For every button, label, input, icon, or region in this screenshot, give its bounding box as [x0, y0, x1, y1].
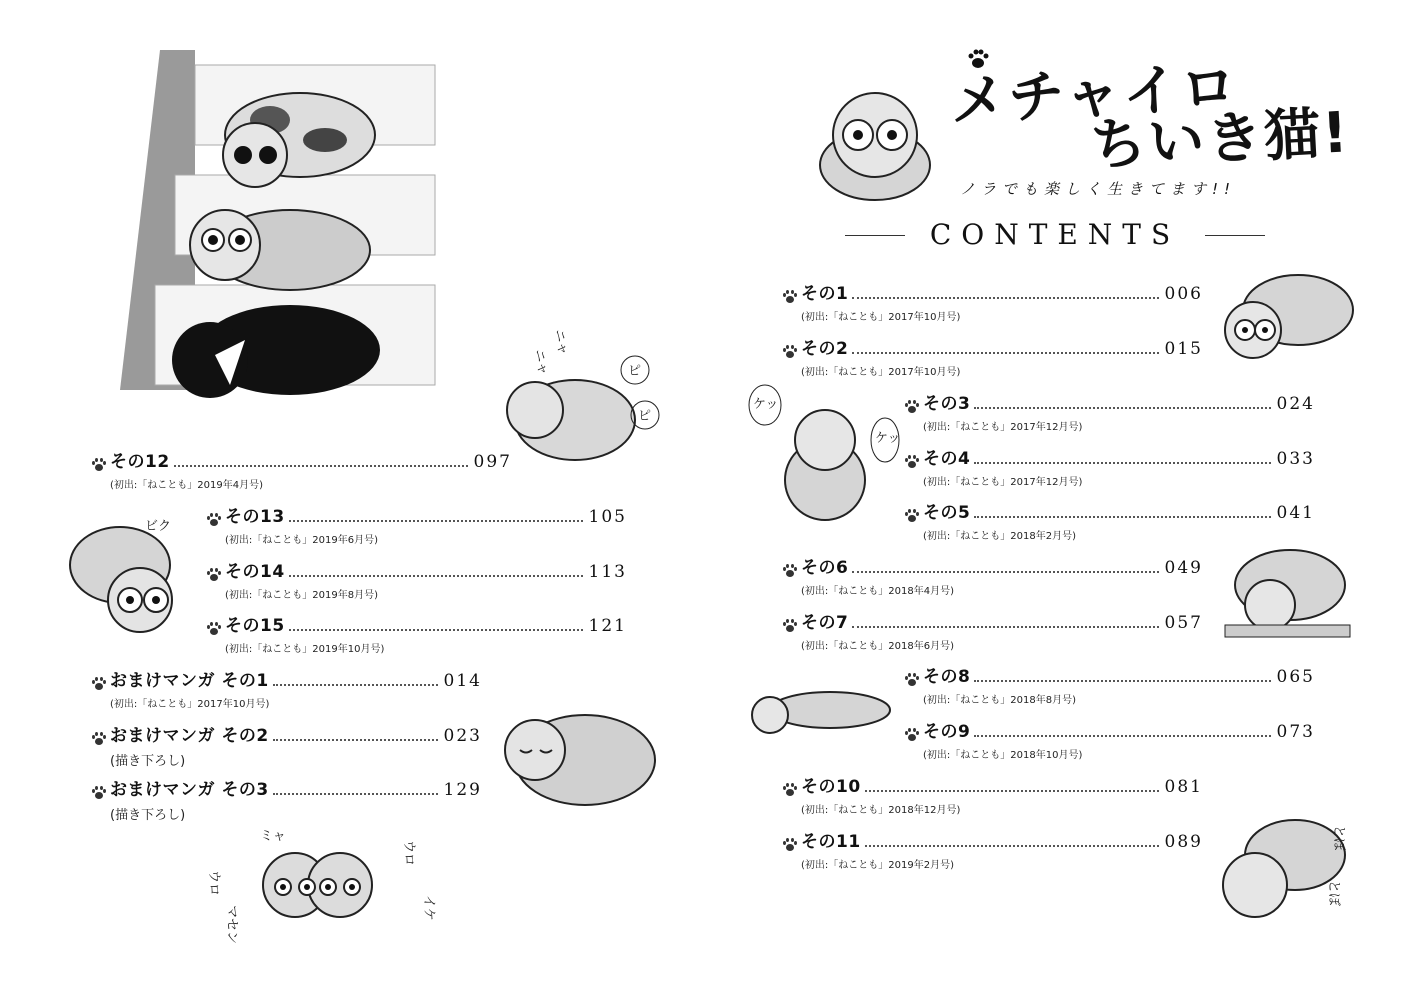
- title-line-1: メチャイロ: [948, 54, 1241, 135]
- subtitle: ノラでも楽しく生きてます!!: [960, 180, 1237, 198]
- toc-entry: [905, 392, 1315, 432]
- toc-entry-note: (初出:「ねことも」2018年6月号): [801, 641, 954, 652]
- toc-entry-page: 041: [1276, 503, 1315, 523]
- sfx-pi-1: ピ: [628, 364, 642, 379]
- coughing-cat-illustration: [745, 380, 901, 530]
- toc-entry-label: その5: [923, 503, 971, 523]
- toc-entry-page: 089: [1164, 832, 1203, 852]
- walking-cat-illustration: [1200, 785, 1370, 945]
- sfx-ke-1: ケッ: [753, 397, 779, 412]
- paw-icon: [207, 513, 221, 527]
- toc-entry: [905, 665, 1315, 705]
- sfx-tobo-2: とぼ: [1326, 880, 1341, 907]
- toc-entry-page: 015: [1164, 339, 1203, 359]
- toc-entry-note: (初出:「ねことも」2017年10月号): [110, 699, 270, 710]
- toc-entry-note: (初出:「ねことも」2018年12月号): [801, 805, 961, 816]
- toc-entry-label: その15: [225, 616, 285, 636]
- toc-entry: [905, 447, 1315, 487]
- toc-entry-page: 081: [1164, 777, 1203, 797]
- dot-leader: [974, 462, 1270, 464]
- dot-leader: [273, 793, 438, 795]
- toc-entry-label: その1: [801, 284, 849, 304]
- paw-icon: [783, 783, 797, 797]
- toc-entry: [783, 282, 1203, 322]
- paw-icon: [92, 732, 106, 746]
- paw-icon: [905, 455, 919, 469]
- toc-entry-page: 014: [443, 671, 482, 691]
- toc-entry: [783, 611, 1203, 651]
- toc-entry: [207, 505, 627, 545]
- dot-leader: [974, 516, 1270, 518]
- toc-entry: [92, 724, 482, 769]
- paw-icon: [92, 677, 106, 691]
- sfx-uro-right: ウロ: [401, 840, 416, 867]
- dot-leader: [289, 520, 583, 522]
- dot-leader: [974, 407, 1270, 409]
- toc-entry: [783, 556, 1203, 596]
- dot-leader: [273, 739, 438, 741]
- sleeping-cat-illustration: [495, 690, 665, 820]
- toc-entry: [783, 830, 1203, 870]
- toc-entry-label: おまけマンガ その2: [110, 726, 269, 746]
- toc-entry-page: 024: [1276, 394, 1315, 414]
- toc-entry-page: 023: [443, 726, 482, 746]
- dot-leader: [865, 790, 1159, 792]
- paw-icon: [92, 786, 106, 800]
- dot-leader: [852, 626, 1158, 628]
- toc-entry-note: (描き下ろし): [110, 754, 186, 769]
- paw-icon: [92, 458, 106, 472]
- toc-entry-page: 065: [1276, 667, 1315, 687]
- toc-entry-page: 006: [1164, 284, 1203, 304]
- dot-leader: [852, 297, 1158, 299]
- sfx-pi-2: ピ: [638, 409, 652, 424]
- sfx-masen: マセン: [224, 905, 239, 945]
- dot-leader: [273, 684, 438, 686]
- dot-leader: [852, 571, 1158, 573]
- dot-leader: [174, 465, 468, 467]
- title-cat-illustration: [800, 75, 950, 205]
- toc-entry-note: (初出:「ねことも」2019年6月号): [225, 535, 378, 546]
- toc-entry-label: その2: [801, 339, 849, 359]
- contents-heading-text: CONTENTS: [929, 218, 1181, 251]
- toc-entry-label: その10: [801, 777, 861, 797]
- toc-entry: [92, 450, 512, 490]
- toc-entry-note: (初出:「ねことも」2017年10月号): [801, 367, 961, 378]
- toc-entry-page: 121: [588, 616, 627, 636]
- sfx-mya: ミャ: [260, 829, 286, 844]
- toc-entry-note: (初出:「ねことも」2017年12月号): [923, 422, 1083, 433]
- toc-entry: [207, 560, 627, 600]
- toc-entry-label: その11: [801, 832, 861, 852]
- dot-leader: [289, 575, 583, 577]
- toc-entry-note: (初出:「ねことも」2019年10月号): [225, 644, 385, 655]
- sfx-nya-1: ニャ: [551, 328, 571, 357]
- toc-entry-label: その13: [225, 507, 285, 527]
- paw-icon: [783, 838, 797, 852]
- toc-entry-label: その9: [923, 722, 971, 742]
- running-cat-illustration: [745, 670, 905, 750]
- toc-entry-label: その7: [801, 613, 849, 633]
- dot-leader: [974, 735, 1270, 737]
- toc-entry: [905, 501, 1315, 541]
- toc-entry-note: (初出:「ねことも」2018年8月号): [923, 695, 1076, 706]
- eating-cat-illustration: [1215, 540, 1355, 650]
- toc-entry-label: その12: [110, 452, 170, 472]
- toc-entry: [207, 614, 627, 654]
- toc-entry-note: (初出:「ねことも」2019年4月号): [110, 480, 263, 491]
- dot-leader: [852, 352, 1158, 354]
- paw-icon: [207, 622, 221, 636]
- toc-entry-note: (初出:「ねことも」2017年10月号): [801, 312, 961, 323]
- toc-entry-page: 129: [443, 780, 482, 800]
- toc-entry-page: 113: [588, 562, 627, 582]
- sfx-nya-2: ニャ: [531, 348, 551, 377]
- paw-icon: [905, 728, 919, 742]
- stairs-cats-illustration: [120, 40, 440, 400]
- right-page: [705, 0, 1410, 1000]
- sfx-tobo-1: とぼ: [1331, 825, 1346, 852]
- toc-entry-note: (初出:「ねことも」2019年8月号): [225, 590, 378, 601]
- toc-entry-label: その8: [923, 667, 971, 687]
- toc-entry-note: (初出:「ねことも」2019年2月号): [801, 860, 954, 871]
- toc-entry: [783, 775, 1203, 815]
- toc-entry-label: おまけマンガ その1: [110, 671, 269, 691]
- paw-icon: [905, 509, 919, 523]
- sniffing-cat-illustration: [495, 290, 685, 490]
- toc-entry-page: 105: [588, 507, 627, 527]
- dot-leader: [289, 629, 583, 631]
- surprised-cat-illustration: [1213, 250, 1363, 380]
- contents-heading: [845, 218, 1265, 251]
- title-line-2: ちいき猫!: [1088, 100, 1352, 179]
- sfx-biku: ビク: [145, 519, 172, 534]
- sfx-ike: イケ: [421, 895, 436, 921]
- toc-entry: [92, 778, 482, 823]
- toc-entry-note: (初出:「ねことも」2018年4月号): [801, 586, 954, 597]
- paw-icon: [905, 673, 919, 687]
- paw-icon: [783, 345, 797, 359]
- paw-icon: [783, 564, 797, 578]
- toc-entry-note: (初出:「ねことも」2018年2月号): [923, 531, 1076, 542]
- toc-entry-note: (描き下ろし): [110, 808, 186, 823]
- toc-entry-label: その4: [923, 449, 971, 469]
- toc-entry-page: 049: [1164, 558, 1203, 578]
- paw-icon: [207, 568, 221, 582]
- dot-leader: [974, 680, 1270, 682]
- toc-entry-label: おまけマンガ その3: [110, 780, 269, 800]
- toc-entry-note: (初出:「ねことも」2017年12月号): [923, 477, 1083, 488]
- toc-entry: [92, 669, 482, 709]
- toc-entry: [783, 337, 1203, 377]
- toc-entry-note: (初出:「ねことも」2018年10月号): [923, 750, 1083, 761]
- toc-entry-label: その6: [801, 558, 849, 578]
- toc-entry-page: 073: [1276, 722, 1315, 742]
- toc-entry-page: 057: [1164, 613, 1203, 633]
- toc-entry-page: 033: [1276, 449, 1315, 469]
- paw-icon: [905, 400, 919, 414]
- toc-entry-label: その14: [225, 562, 285, 582]
- three-cats-illustration: [200, 825, 475, 950]
- paw-icon: [783, 619, 797, 633]
- toc-entry-page: 097: [473, 452, 512, 472]
- sfx-ke-2: ケッ: [875, 431, 901, 446]
- toc-entry-label: その3: [923, 394, 971, 414]
- toc-entry: [905, 720, 1315, 760]
- dot-leader: [865, 845, 1159, 847]
- startled-cat-illustration: [60, 515, 200, 645]
- paw-icon: [783, 290, 797, 304]
- sfx-uro-left: ウロ: [206, 870, 221, 897]
